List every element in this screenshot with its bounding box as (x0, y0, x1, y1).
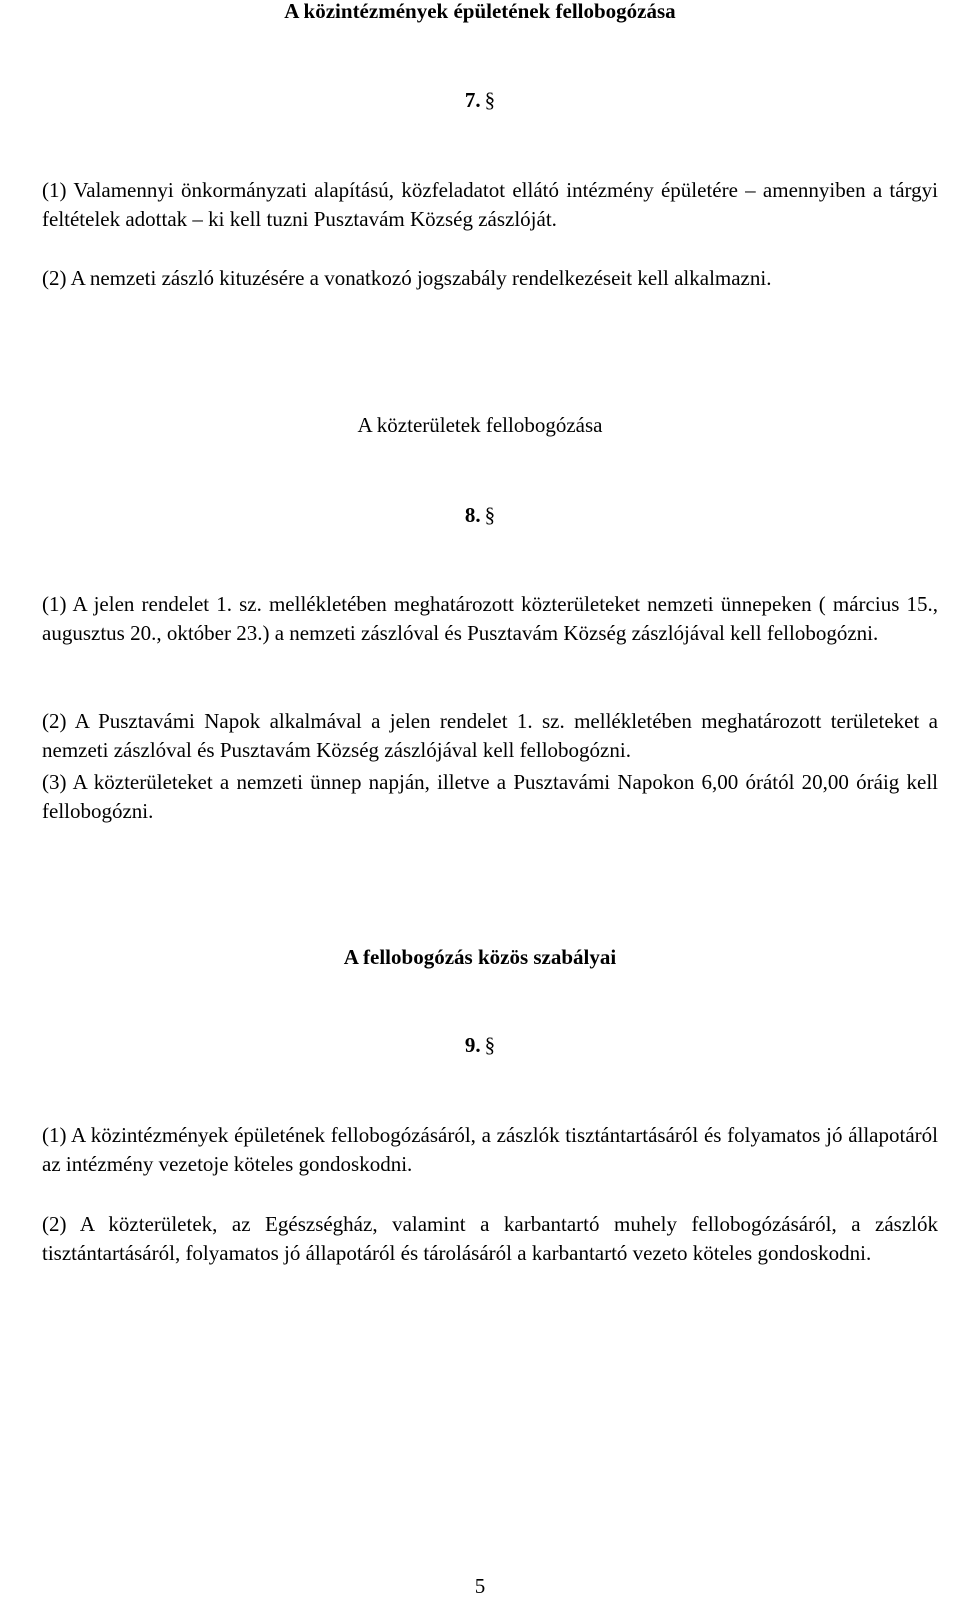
section-8-paragraph-2-number: (2) (42, 709, 67, 733)
page-number: 5 (474, 1574, 486, 1598)
section-8-heading: A közterületek fellobogózása (357, 413, 603, 437)
section-9-paragraph-1-text: A közintézmények épületének fellobogózásáról, a zászlók tisztántartásáról és folyamatos jó állapotáról az intézmény vezetoje köteles gondoskodni. (42, 1123, 938, 1176)
section-7-heading: A közintézmények épületének fellobogózása (284, 0, 676, 23)
section-9-paragraph-2 (42, 1210, 938, 1268)
section-7-symbol: § (484, 88, 496, 112)
section-9-heading: A fellobogózás közös szabályai (343, 945, 617, 969)
section-9-number-text: 9. (464, 1033, 481, 1057)
section-9-number (0, 1031, 960, 1060)
section-8-paragraph-1-text: A jelen rendelet 1. sz. mellékletében meghatározott közterületeket nemzeti ünnepeken ( március 15., augusztus 20., október 23.) a nemzeti zászlóval és Pusztavám Község zászlójával kell fellobogózni. (42, 592, 938, 645)
section-9-paragraph-2-text: A közterületek, az Egészségház, valamint a karbantartó muhely fellobogózásáról, a zászlók tisztántartásáról, folyamatos jó állapotáról és tárolásáról a karbantartó vezeto köteles gondoskodni. (42, 1212, 938, 1265)
section-7-paragraph-2-text: A nemzeti zászló kituzésére a vonatkozó jogszabály rendelkezéseit kell alkalmazni. (70, 266, 772, 290)
section-8-symbol: § (484, 503, 496, 527)
section-8-number-text: 8. (464, 503, 481, 527)
section-8-paragraph-3-text: A közterületeket a nemzeti ünnep napján, illetve a Pusztavámi Napokon 6,00 órától 20,00 óráig kell fellobogózni. (42, 770, 938, 823)
section-8-paragraph-2-text: A Pusztavámi Napok alkalmával a jelen rendelet 1. sz. mellékletében meghatározott területeket a nemzeti zászlóval és Pusztavám Község zászlójával kell fellobogózni. (42, 709, 938, 762)
section-7-paragraph-2 (42, 264, 938, 293)
section-8-paragraph-1 (42, 590, 938, 648)
section-7-paragraph-1-number: (1) (42, 178, 67, 202)
section-7-paragraph-1-text: Valamennyi önkormányzati alapítású, közfeladatot ellátó intézmény épületére – amennyiben a tárgyi feltételek adottak – ki kell tuzni Pusztavám Község zászlóját. (42, 178, 939, 231)
section-7-number (0, 86, 960, 115)
section-7-paragraph-2-number: (2) (42, 266, 67, 290)
section-8-paragraph-3 (42, 768, 938, 826)
section-8-paragraph-3-number: (3) (42, 770, 67, 794)
section-9-paragraph-2-number: (2) (42, 1212, 67, 1236)
section-9-paragraph-1 (42, 1121, 938, 1179)
section-7-paragraph-1 (42, 176, 938, 234)
section-9-symbol: § (484, 1033, 496, 1057)
section-7-number-text: 7. (464, 88, 481, 112)
section-8-paragraph-1-number: (1) (42, 592, 67, 616)
section-8-paragraph-2 (42, 707, 938, 765)
section-9-paragraph-1-number: (1) (42, 1123, 67, 1147)
section-8-number (0, 501, 960, 530)
